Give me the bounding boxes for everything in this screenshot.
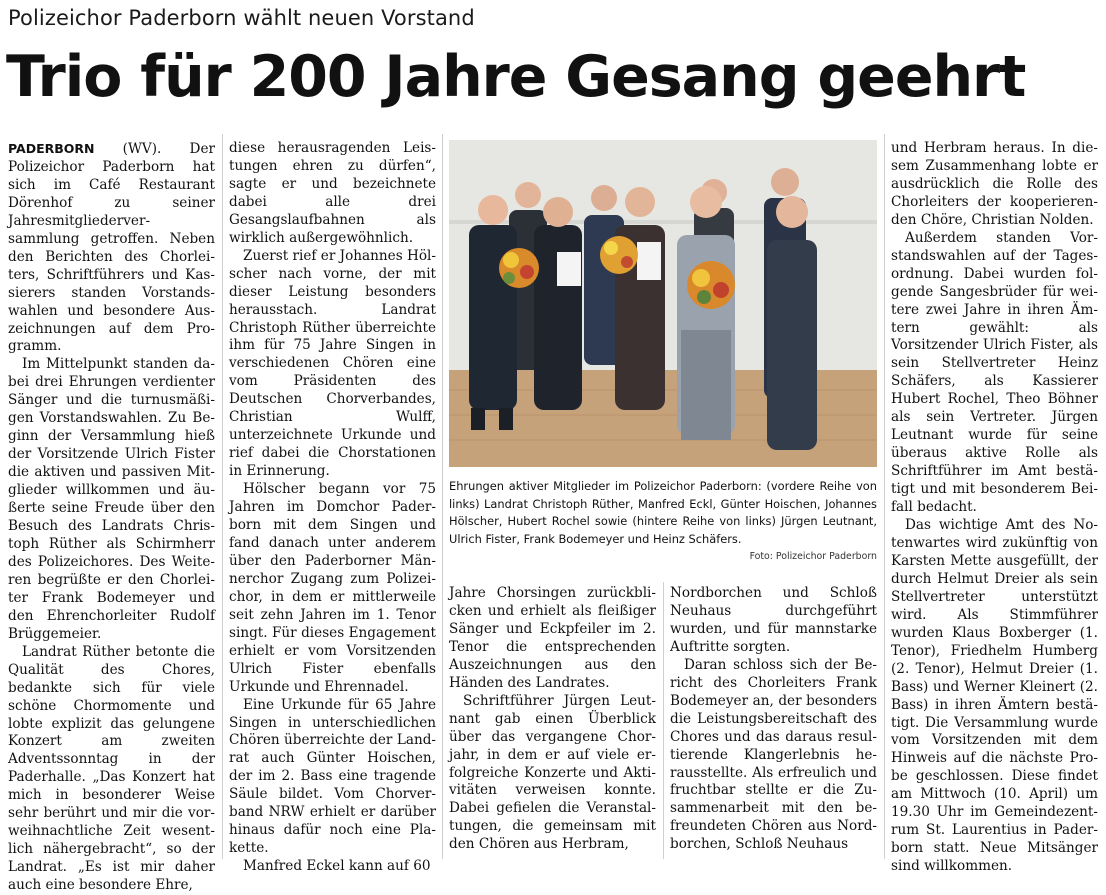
paragraph: Hölscher begann vor 75 Jahren im Domchor Paderborn mit dem Singen und fand danach unter anderem über den Paderborner Männerchor Zugang zum Polizeichor, in dem er mittlerweile seit zehn Jahren im 1. Tenor singt. Für dieses Engagement erhielt er vom Vorsitzenden Ulrich Fister ebenfalls Urkunde und Ehrennadel. xyxy=(229,481,436,695)
dateline: PADERBORN xyxy=(8,141,95,156)
paragraph: Daran schloss sich der Bericht des Chorleiters Frank Bodemeyer an, der besonders die Leistungsbereitschaft des Chores und das daraus resultierende Klangerlebnis herausstellte. Als erfreulich und fruchtbar stellte er die Zusammenarbeit mit den befreundeten Chören aus Nordborchen, Schloß Neuhaus xyxy=(670,656,877,853)
paragraph: Nordborchen und Schloß Neuhaus durchgeführt wurden, und für mannstarke Auftritte sorgten. xyxy=(670,585,877,655)
column-rule xyxy=(884,134,885,859)
photo-caption: Ehrungen aktiver Mitglieder im Polizeichor Paderborn: (vordere Reihe von links) Landrat Christoph Rüther, Manfred Eckl, Günter Hoischen, Johannes Hölscher, Hubert Rochel sowie (hintere Reihe von links) Jürgen Leutnant, Ulrich Fister, Frank Bodemeyer und Heinz Schäfers. xyxy=(449,479,877,546)
article-column-5 xyxy=(891,140,1098,876)
paragraph xyxy=(8,140,215,356)
kicker: Polizeichor Paderborn wählt neuen Vorstand xyxy=(8,6,475,30)
column-rule xyxy=(663,582,664,859)
headline: Trio für 200 Jahre Gesang geehrt xyxy=(6,44,1026,110)
group-photo-illustration xyxy=(449,140,877,467)
group-photo xyxy=(449,140,877,467)
paragraph: Jahre Chorsingen zurückblicken und erhielt als fleißiger Sänger und Eckpfeiler im 2. Tenor die entsprechenden Auszeichnungen aus den Händen des Landrates. xyxy=(449,585,656,691)
paragraph: und Herbram heraus. In diesem Zusammenhang lobte er ausdrücklich die Rolle des Chorleiters der kooperierenden Chöre, Christian Nolden. xyxy=(891,140,1098,228)
paragraph: Manfred Eckel kann auf 60 xyxy=(243,858,431,875)
paragraph-text: (WV). Der Polizeichor Paderborn hat sich im Café Restaurant Dörenhof zu seiner Jahresmitgliederversammlung getroffen. Neben den Berichten des Chorleiters, Schriftführers und Kassierers standen Vorstandswahlen und besondere Auszeichnungen auf dem Programm. xyxy=(8,141,215,355)
article-column-2 xyxy=(229,140,436,876)
paragraph: diese herausragenden Leistungen ehren zu dürfen“, sagte er und bezeichnete dabei alle drei Gesangslaufbahnen als wirklich außergewöhnlich. xyxy=(229,140,436,246)
photo-credit: Foto: Polizeichor Paderborn xyxy=(749,551,877,562)
column-rule xyxy=(442,134,443,859)
paragraph: Eine Urkunde für 65 Jahre Singen in unterschiedlichen Chören überreichte der Landrat auch Günter Hoischen, der im 2. Bass eine tragende Säule bildet. Vom Chorverband NRW erhielt er darüber hinaus dafür noch eine Plakette. xyxy=(229,696,436,857)
article-column-1 xyxy=(8,140,215,895)
paragraph: Außerdem standen Vorstandswahlen auf der Tagesordnung. Dabei wurden folgende Sangesbrüder für weitere zwei Jahre in ihren Ämtern gewählt: als Vorsitzender Ulrich Fister, als sein Stellvertreter Heinz Schäfers, als Kassierer Hubert Rochel, Theo Böhner als sein Vertreter. Jürgen Leutnant wurde für seine überaus aktive Rolle als Schriftführer im Amt bestätigt und mit besonderem Beifall bedacht. xyxy=(891,229,1098,516)
column-rule xyxy=(222,134,223,859)
paragraph: Schriftführer Jürgen Leutnant gab einen Überblick über das vergangene Chorjahr, in dem er auf viele erfolgreiche Konzerte und Aktivitäten verweisen konnte. Dabei gefielen die Veranstaltungen, die gemeinsam mit den Chören aus Herbram, xyxy=(449,692,656,853)
paragraph: Im Mittelpunkt standen dabei drei Ehrungen verdienter Sänger und die turnusmäßigen Vorstandswahlen. Zu Beginn der Versammlung hieß der Vorsitzende Ulrich Fister die aktiven und passiven Mitglieder willkommen und äußerte seine Freude über den Besuch des Landrats Christoph Rüther als Schirmherr des Polizeichores. Des Weiteren begrüßte er den Chorleiter Frank Bodemeyer und den Ehrenchorleiter Rudolf Brüggemeier. xyxy=(8,356,215,642)
paragraph: Zuerst rief er Johannes Hölscher nach vorne, der mit dieser Leistung besonders herausstach. Landrat Christoph Rüther überreichte ihm für 75 Jahre Singen in verschiedenen Chören eine vom Präsidenten des Deutschen Chorverbandes, Christian Wulff, unterzeichnete Urkunde und rief dabei die Chorstationen in Erinnerung. xyxy=(229,247,436,480)
article-column-3 xyxy=(449,585,656,854)
paragraph: Das wichtige Amt des Notenwartes wird zukünftig von Karsten Mette ausgefüllt, der durch Helmut Dreier als sein Stellvertreter unterstützt wird. Als Stimmführer wurden Klaus Boxberger (1. Tenor), Friedhelm Humberg (2. Tenor), Helmut Dreier (1. Bass) und Werner Kleinert (2. Bass) in ihren Ämtern bestätigt. Die Versammlung wurde vom Vorsitzenden mit dem Hinweis auf die nächste Probe geschlossen. Diese findet am Mittwoch (10. April) um 19.30 Uhr im Gemeindezentrum St. Laurentius in Paderborn statt. Neue Mitsänger sind willkommen. xyxy=(891,517,1098,875)
paragraph: Landrat Rüther betonte die Qualität des Chores, bedankte sich für viele schöne Chormomente und lobte explizit das gelungene Konzert am zweiten Adventssonntag in der Paderhalle. „Das Konzert hat mich in besonderer Weise sehr berührt und mir die vorweihnachtliche Zeit wesentlich nähergebracht“, so der Landrat. „Es ist mir daher auch eine besondere Ehre, xyxy=(8,643,215,894)
article-column-4 xyxy=(670,585,877,854)
